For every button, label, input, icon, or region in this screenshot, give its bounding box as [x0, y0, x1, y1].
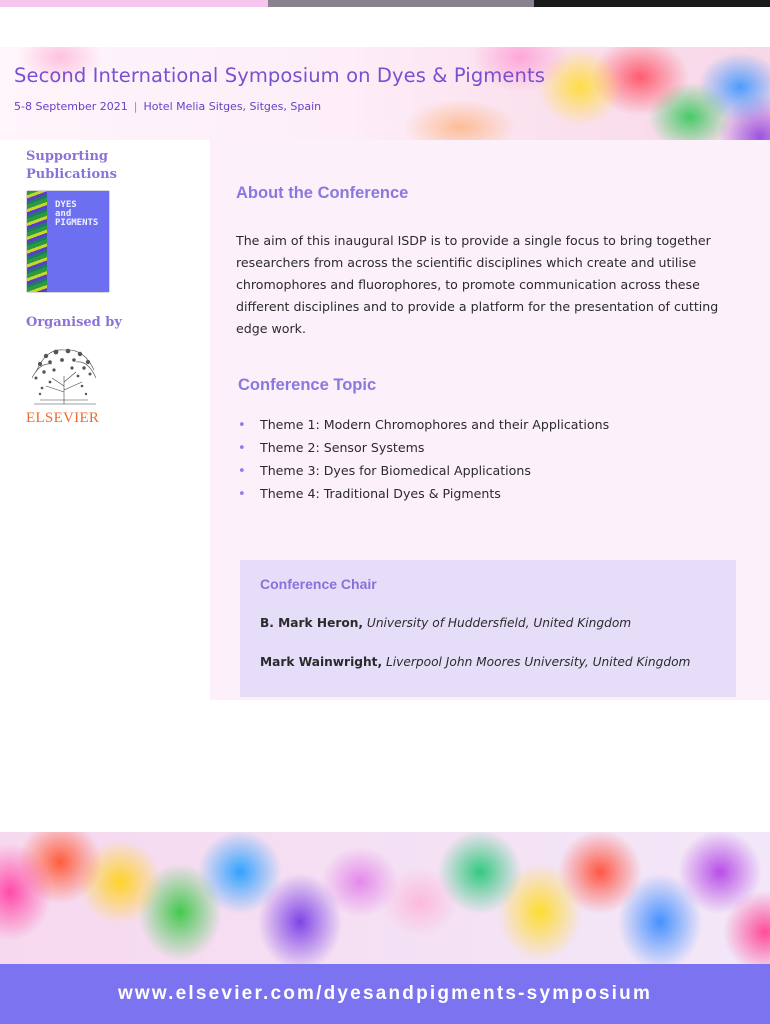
- strip-segment-pink: [0, 0, 268, 7]
- elsevier-wordmark[interactable]: ELSEVIER: [26, 410, 100, 426]
- sidebar: [0, 140, 210, 700]
- theme-list: [238, 414, 609, 506]
- theme-text: Theme 4: Traditional Dyes & Pigments: [260, 486, 501, 501]
- conference-chair-box: [240, 560, 736, 697]
- supporting-label-line2: Publications: [26, 167, 117, 182]
- bullet-icon: •: [238, 418, 246, 433]
- organised-by-label: Organised by: [26, 315, 122, 330]
- conference-title: Second International Symposium on Dyes & Pigments: [14, 64, 545, 87]
- footer-url-bar: [0, 964, 770, 1024]
- supporting-label-line1: Supporting: [26, 149, 109, 164]
- theme-text: Theme 3: Dyes for Biomedical Applications: [260, 463, 531, 478]
- conference-date-venue: [14, 100, 321, 113]
- chair-affiliation: University of Huddersfield, United Kingdom: [366, 616, 632, 630]
- elsevier-tree-logo-icon: [26, 342, 102, 406]
- top-color-strip: [0, 0, 770, 7]
- chair-name: Mark Wainwright,: [260, 655, 383, 669]
- journal-cover-art: [27, 191, 47, 292]
- bullet-icon: •: [238, 441, 246, 456]
- header-banner: [0, 47, 770, 140]
- footer-color-banner: [0, 832, 770, 964]
- journal-cover-image[interactable]: [27, 191, 109, 292]
- strip-segment-grey: [268, 0, 534, 7]
- topic-heading: Conference Topic: [238, 376, 377, 394]
- list-item: [238, 483, 609, 506]
- symposium-url-link[interactable]: www.elsevier.com/dyesandpigments-symposium: [117, 983, 653, 1004]
- bullet-icon: •: [238, 487, 246, 502]
- conference-venue: Hotel Melia Sitges, Sitges, Spain: [143, 100, 322, 113]
- chair-affiliation: Liverpool John Moores University, United Kingdom: [385, 655, 691, 669]
- date-venue-separator: |: [133, 100, 138, 113]
- supporting-publications-label: [26, 148, 117, 184]
- main-content-panel: [210, 140, 770, 700]
- chair-member: [260, 616, 631, 630]
- list-item: [238, 460, 609, 483]
- theme-text: Theme 1: Modern Chromophores and their Applications: [260, 417, 610, 432]
- chair-member: [260, 655, 690, 669]
- about-heading: About the Conference: [236, 184, 409, 202]
- bullet-icon: •: [238, 464, 246, 479]
- journal-title-line3: PIGMENTS: [55, 218, 99, 228]
- list-item: [238, 414, 609, 437]
- journal-title-line1: DYES: [55, 200, 77, 210]
- journal-cover-title: [55, 201, 98, 228]
- strip-segment-black: [534, 0, 770, 7]
- journal-title-line2: and: [55, 209, 72, 219]
- list-item: [238, 437, 609, 460]
- conference-dates: 5-8 September 2021: [14, 100, 128, 113]
- theme-text: Theme 2: Sensor Systems: [260, 440, 425, 455]
- about-body: The aim of this inaugural ISDP is to provide a single focus to bring together researchers from across the scientific disciplines which create and utilise chromophores and fluorophores, to promote communication across these different disciplines and to provide a platform for the presentation of cutting edge work.: [236, 233, 719, 336]
- chair-heading: Conference Chair: [260, 576, 377, 592]
- chair-name: B. Mark Heron,: [260, 616, 364, 630]
